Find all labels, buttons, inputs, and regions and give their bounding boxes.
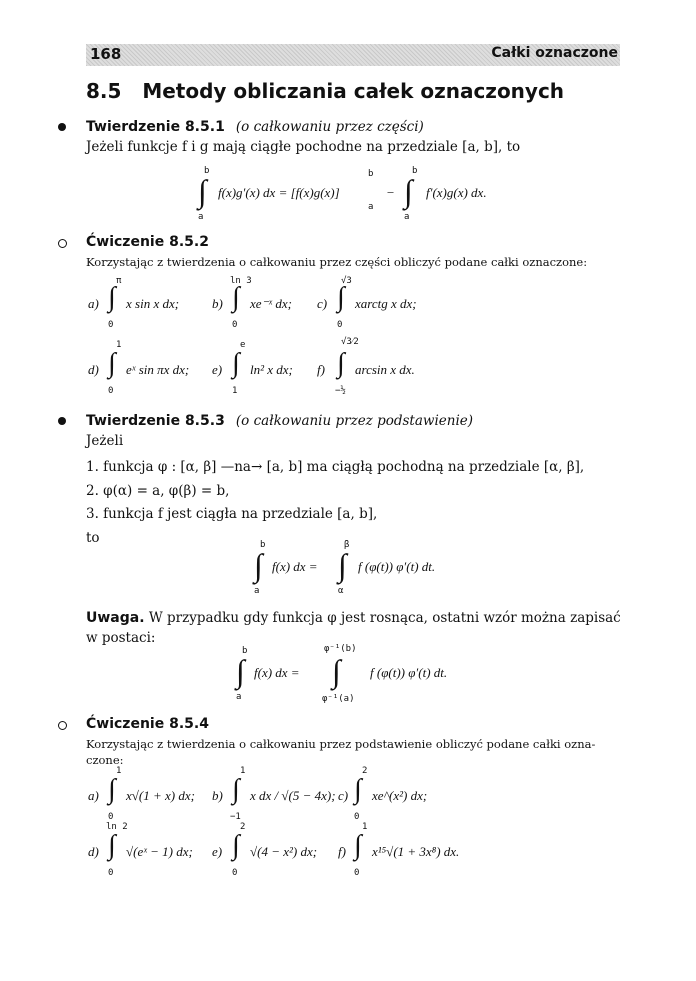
- section-number: 8.5: [86, 79, 122, 103]
- integral-sign: ∫: [108, 830, 116, 861]
- exercise-marker: [58, 239, 67, 248]
- condition-2: 2. φ(α) = a, φ(β) = b,: [86, 483, 230, 499]
- integral-sign: ∫: [354, 774, 362, 805]
- integral-sign: ∫: [108, 282, 116, 313]
- integral-sign: ∫: [254, 547, 263, 583]
- theorem-8-5-1-heading: [86, 116, 424, 135]
- integral-sign: ∫: [337, 282, 345, 313]
- theorem-subtitle: (o całkowaniu przez podstawienie): [235, 413, 474, 429]
- exercise-item: a) 1 ∫ 0 x√(1 + x) dx;: [88, 766, 195, 822]
- theorem-then: to: [86, 530, 100, 546]
- theorem-intro: Jeżeli: [86, 433, 124, 449]
- integral-sign: ∫: [404, 173, 413, 209]
- parts-formula: [172, 166, 532, 226]
- integral-sign: ∫: [338, 547, 347, 583]
- integral-sign: ∫: [236, 653, 245, 689]
- integral-sign: ∫: [337, 348, 345, 379]
- exercise-item: e) e ∫ 1 ln² x dx;: [212, 340, 293, 396]
- formula-right: f′(x)g(x) dx.: [426, 185, 487, 200]
- limit-upper: b: [204, 166, 210, 176]
- theorem-subtitle: (o całkowaniu przez części): [235, 119, 424, 135]
- exercise-item: d) ln 2 ∫ 0 √(eˣ − 1) dx;: [88, 822, 193, 878]
- exercise-item: f) 1 ∫ 0 x¹⁵√(1 + 3x⁸) dx.: [338, 822, 460, 878]
- theorem-8-5-3-heading: [86, 410, 473, 429]
- condition-1: 1. funkcja φ : [α, β] —na→ [a, b] ma ciągłą pochodną na przedziale [α, β],: [86, 459, 585, 475]
- exercise-item: d) 1 ∫ 0 eˣ sin πx dx;: [88, 340, 190, 396]
- limit-lower-2: a: [404, 212, 410, 222]
- exercise-item: a) π ∫ 0 x sin x dx;: [88, 276, 180, 330]
- remark-formula: b ∫ a f(x) dx = φ⁻¹(b) ∫ φ⁻¹(a) f (φ(t)) φ′(t) dt.: [236, 644, 448, 704]
- integral-sign: ∫: [232, 282, 240, 313]
- theorem-bullet: [58, 417, 66, 425]
- exercise-item: f) √3⁄2 ∫ −½ arcsin x dx.: [317, 337, 415, 396]
- section-title: [86, 79, 564, 103]
- integral-sign: ∫: [198, 173, 207, 209]
- remark: [86, 608, 626, 648]
- page-number: 168: [90, 45, 122, 63]
- integral-sign: ∫: [108, 348, 116, 379]
- theorem-label: Twierdzenie 8.5.1: [86, 119, 225, 135]
- minus-sign: −: [386, 185, 395, 200]
- condition-3: 3. funkcja f jest ciągła na przedziale [a, b],: [86, 506, 378, 522]
- section-name: Metody obliczania całek oznaczonych: [142, 79, 565, 103]
- integral-sign: ∫: [354, 830, 362, 861]
- exercise-item: b) ln 3 ∫ 0 xe⁻ˣ dx;: [212, 276, 292, 330]
- theorem-8-5-1-text: Jeżeli funkcje f i g mają ciągłe pochodne na przedziale [a, b], to: [86, 139, 521, 155]
- integral-sign: ∫: [232, 830, 240, 861]
- integral-sign: ∫: [332, 653, 341, 689]
- bracket-lower: a: [368, 202, 374, 212]
- running-title: Całki oznaczone: [491, 45, 618, 61]
- theorem-bullet: [58, 123, 66, 131]
- formula-left: f(x)g′(x) dx = [f(x)g(x)]: [218, 185, 340, 200]
- integral-sign: ∫: [108, 774, 116, 805]
- exercise-item: c) 2 ∫ 0 xe^(x²) dx;: [338, 766, 428, 822]
- exercise-item: c) √3 ∫ 0 xarctg x dx;: [317, 276, 417, 330]
- integral-sign: ∫: [232, 774, 240, 805]
- exercise-item: e) 2 ∫ 0 √(4 − x²) dx;: [212, 822, 318, 878]
- limit-upper-2: b: [412, 166, 418, 176]
- bracket-upper: b: [368, 169, 374, 179]
- substitution-formula: b ∫ a f(x) dx = β ∫ α f (φ(t)) φ′(t) dt.: [254, 540, 436, 596]
- exercise-marker: [58, 721, 67, 730]
- limit-lower: a: [198, 212, 204, 222]
- integral-sign: ∫: [232, 348, 240, 379]
- theorem-label: Twierdzenie 8.5.3: [86, 413, 225, 429]
- exercise-item: b) 1 ∫ −1 x dx / √(5 − 4x);: [212, 766, 336, 822]
- exercise-8-5-4-label: Ćwiczenie 8.5.4: [86, 716, 209, 732]
- exercise-8-5-2-label: Ćwiczenie 8.5.2: [86, 234, 209, 250]
- exercise-8-5-4-text-cont: czone:: [86, 753, 124, 767]
- exercise-8-5-4-text: Korzystając z twierdzenia o całkowaniu przez podstawienie obliczyć podane całki ozna-: [86, 737, 596, 751]
- remark-text: W przypadku gdy funkcja φ jest rosnąca, ostatni wzór można zapisać w postaci:: [86, 610, 621, 646]
- remark-label: Uwaga.: [86, 610, 145, 626]
- exercise-8-5-2-text: Korzystając z twierdzenia o całkowaniu przez części obliczyć podane całki oznaczone:: [86, 255, 588, 269]
